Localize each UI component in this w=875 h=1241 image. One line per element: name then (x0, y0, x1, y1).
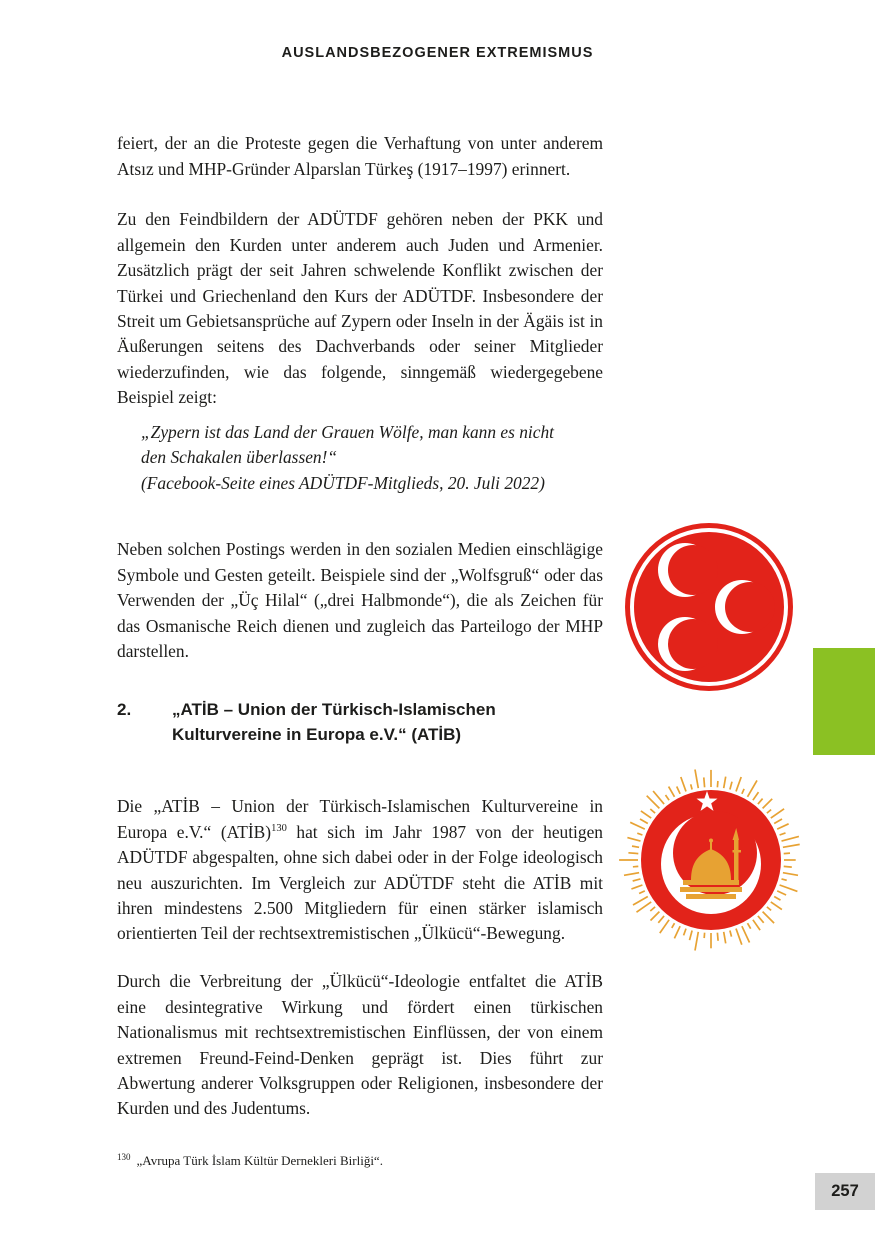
footnote-text: „Avrupa Türk İslam Kültür Dernekleri Birliği“. (136, 1153, 383, 1168)
page-number-box (815, 1173, 875, 1210)
footnote (117, 1153, 603, 1169)
atib-logo (617, 766, 805, 954)
three-crescents-icon (624, 522, 794, 692)
footnote-reference: 130 (271, 823, 287, 834)
paragraph-atib-ideologie: Durch die Verbreitung der „Ülkücü“-Ideologie entfaltet die ATİB eine desintegrative Wirkung und fördert einen türkischen Nationalismus mit rechtsextremistischen Einflüssen, der von einem extremen Freund-Feind-Denken geprägt ist. Dies führt zur Abwertung anderer Volksgruppen oder Religionen, insbesondere der Kurden und des Judentums. (117, 971, 603, 1119)
quote-text: „Zypern ist das Land der Grauen Wölfe, man kann es nicht den Schakalen überlassen!“ (141, 422, 555, 468)
paragraph-atib-text-end: hat sich im Jahr 1987 von der heutigen ADÜTDF abgespalten, ohne sich dabei oder in der Folge ideologisch neu auszurichten. Im Vergleich zur ADÜTDF steht die ATİB mit ihren mindestens 2.500 Mitgliedern für einen stärker islamisch orientierten Teil der rechtsextremistischen „Ülkücü“-Bewegung. (117, 821, 604, 944)
page-number: 257 (831, 1182, 859, 1200)
paragraph-atib-text-start: Die „ATİB – Union der Türkisch-Islamischen Kulturvereine in Europa e.V.“ (ATİB) (117, 796, 603, 842)
atib-crescent-mosque-icon (617, 766, 805, 954)
quote-attribution: (Facebook-Seite eines ADÜTDF-Mitglieds, 20. Juli 2022) (141, 472, 545, 493)
footnote-marker: 130 (117, 1151, 131, 1162)
paragraph-symbole: Neben solchen Postings werden in den sozialen Medien einschlägige Symbole und Gesten geteilt. Beispiele sind der „Wolfsgruß“ oder das Verwenden der „Üç Hilal“ („drei Halbmonde“), die als Zeichen für das Osmanische Reich dienen und zugleich das Parteilogo der MHP darstellen. (117, 539, 603, 662)
page-title: AUSLANDSBEZOGENER EXTREMISMUS (281, 45, 594, 61)
section-number: 2. (117, 700, 132, 719)
paragraph-feindbilder: Zu den Feindbildern der ADÜTDF gehören neben der PKK und allgemein den Kurden unter anderem auch Juden und Armenier. Zusätzlich prägt der seit Jahren schwelende Konflikt zwischen der Türkei und Griechenland den Kurs der ADÜTDF. Insbesondere der Streit um Gebietsansprüche auf Zypern oder Inseln in der Ägäis ist in Äußerungen seitens des Dachverbands oder seiner Mitglieder wiederzufinden, wie das folgende, sinngemäß wiedergegebene Beispiel zeigt: (117, 209, 603, 408)
paragraph-intro: feiert, der an die Proteste gegen die Verhaftung von unter anderem Atsız und MHP-Gründer Alparslan Türkeş (1917–1997) erinnert. (117, 133, 603, 179)
section-title: „ATİB – Union der Türkisch-Islamischen Kulturvereine in Europa e.V.“ (ATİB) (172, 700, 496, 744)
mhp-three-crescents-logo (624, 522, 794, 692)
paragraph-atib-gruendung (117, 794, 603, 946)
chapter-marker-tab (813, 648, 875, 755)
quote-block (141, 420, 581, 496)
